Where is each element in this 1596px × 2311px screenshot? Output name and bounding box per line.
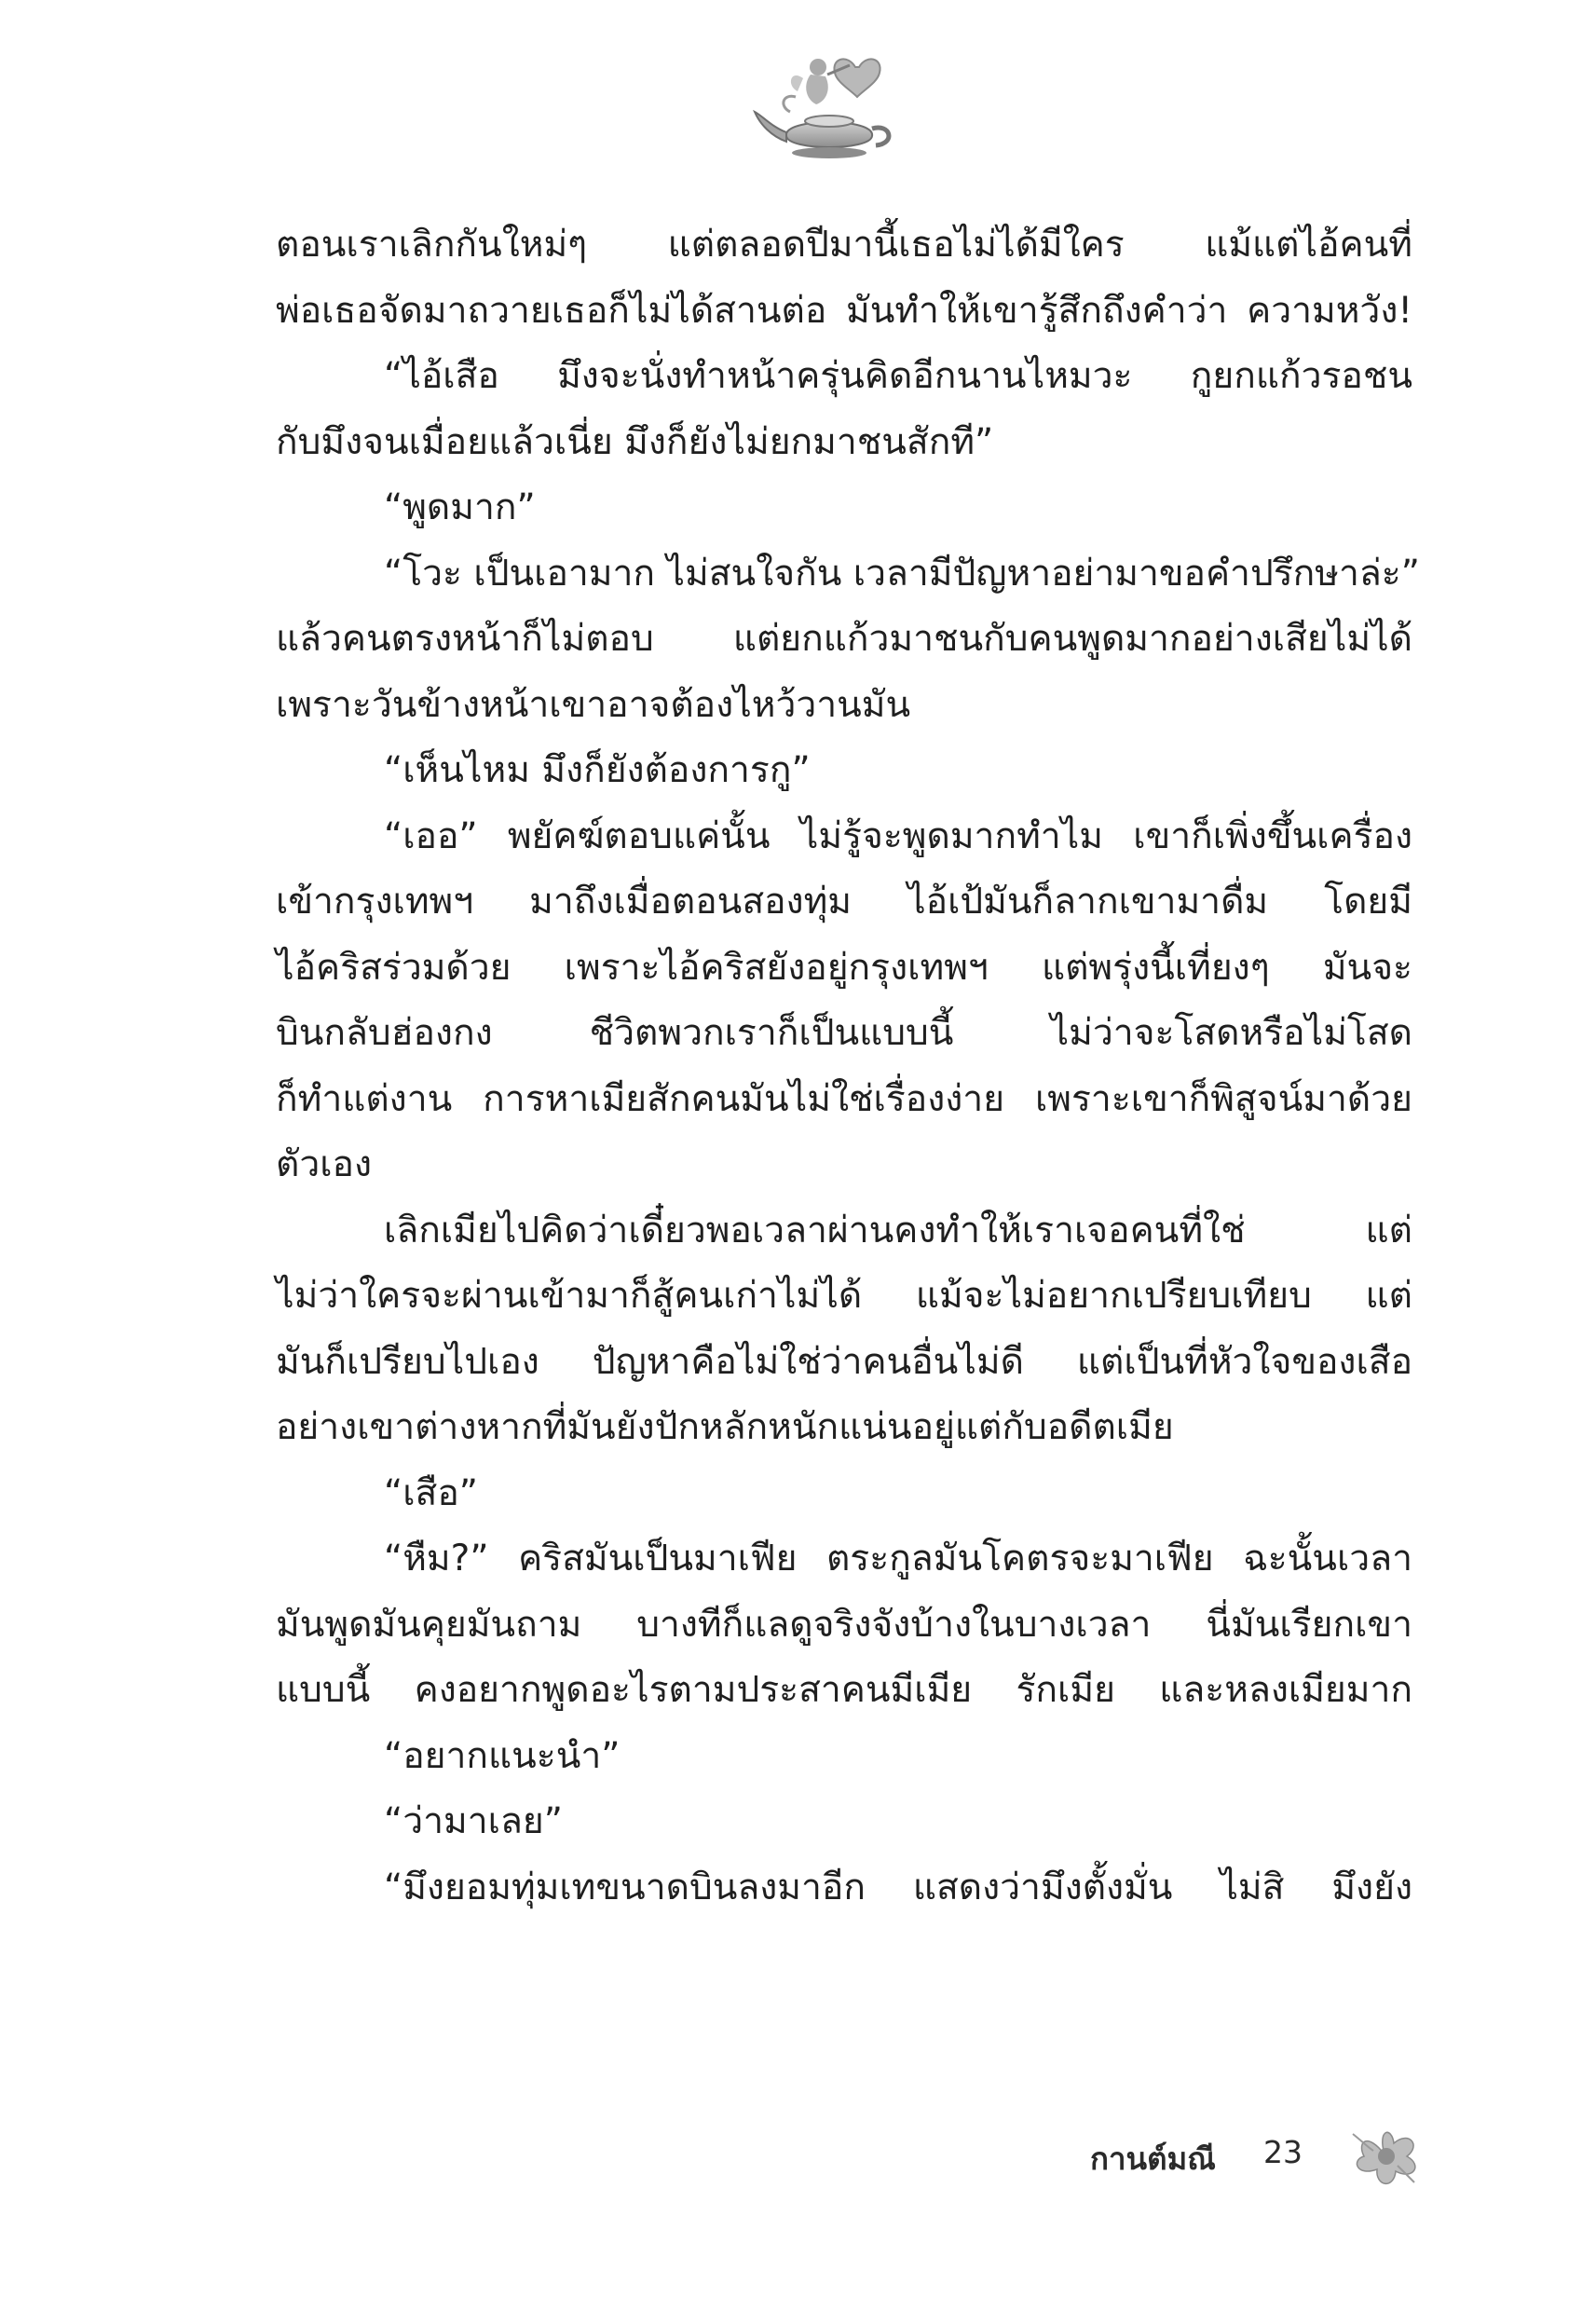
text-line: “ว่ามาเลย”: [384, 1800, 563, 1842]
text-line: “พูดมาก”: [384, 486, 536, 528]
text-line: บินกลับฮ่องกง ชีวิตพวกเราก็เป็นแบบนี้ ไม่ว่าจะโสดหรือไม่โสด: [276, 1012, 1412, 1054]
text-line: “เออ” พยัคฆ์ตอบแค่นั้น ไม่รู้จะพูดมากทำไม เขาก็เพิ่งขึ้นเครื่อง: [384, 814, 1412, 857]
text-line: ไม่ว่าใครจะผ่านเข้ามาก็สู้คนเก่าไม่ได้ แม้จะไม่อยากเปรียบเทียบ แต่: [276, 1275, 1412, 1317]
text-line: อย่างเขาต่างหากที่มันยังปักหลักหนักแน่นอยู่แต่กับอดีตเมีย: [276, 1406, 1174, 1448]
text-line: ก็ทำแต่งาน การหาเมียสักคนมันไม่ใช่เรื่องง่าย เพราะเขาก็พิสูจน์มาด้วย: [276, 1077, 1412, 1120]
teapot-cupid-ornament-icon: [745, 47, 913, 168]
text-line: พ่อเธอจัดมาถวายเธอก็ไม่ได้สานต่อ มันทำให้เขารู้สึกถึงคำว่า ความหวัง!: [276, 289, 1412, 332]
text-line: “อยากแนะนำ”: [384, 1734, 621, 1777]
footer-author-title: กานต์มณี: [1090, 2140, 1216, 2177]
page-number: 23: [1263, 2134, 1303, 2170]
text-line: เข้ากรุงเทพฯ มาถึงเมื่อตอนสองทุ่ม ไอ้เป้มันก็ลากเขามาดื่ม โดยมี: [276, 881, 1412, 923]
text-line: เลิกเมียไปคิดว่าเดี๋ยวพอเวลาผ่านคงทำให้เราเจอคนที่ใช่ แต่: [384, 1209, 1412, 1251]
text-line: แบบนี้ คงอยากพูดอะไรตามประสาคนมีเมีย รักเมีย และหลงเมียมาก: [276, 1669, 1412, 1711]
page-footer: [1090, 2113, 1425, 2197]
text-line: แล้วคนตรงหน้าก็ไม่ตอบ แต่ยกแก้วมาชนกับคนพูดมากอย่างเสียไม่ได้: [276, 618, 1412, 660]
text-line: ไอ้คริสร่วมด้วย เพราะไอ้คริสยังอยู่กรุงเทพฯ แต่พรุ่งนี้เที่ยงๆ มันจะ: [276, 946, 1412, 989]
text-line: “มึงยอมทุ่มเทขนาดบินลงมาอีก แสดงว่ามึงตั้งมั่น ไม่สิ มึงยัง: [384, 1866, 1412, 1908]
flower-ornament-icon: [1340, 2113, 1429, 2197]
body-text: [276, 212, 1420, 1921]
text-line: “โวะ เป็นเอามาก ไม่สนใจกัน เวลามีปัญหาอย่ามาขอคำปรึกษาล่ะ”: [384, 552, 1420, 595]
text-line: “เสือ”: [384, 1471, 478, 1514]
text-line: มันพูดมันคุยมันถาม บางทีก็แลดูจริงจังบ้างในบางเวลา นี่มันเรียกเขา: [276, 1603, 1412, 1646]
text-line: “เห็นไหม มึงก็ยังต้องการกู”: [384, 749, 811, 791]
text-line: ตัวเอง: [276, 1143, 373, 1185]
text-line: “หืม?” คริสมันเป็นมาเฟีย ตระกูลมันโคตรจะมาเฟีย ฉะนั้นเวลา: [384, 1538, 1412, 1579]
text-line: มันก็เปรียบไปเอง ปัญหาคือไม่ใช่ว่าคนอื่นไม่ดี แต่เป็นที่หัวใจของเสือ: [276, 1340, 1412, 1383]
text-line: “ไอ้เสือ มึงจะนั่งทำหน้าครุ่นคิดอีกนานไหมวะ กูยกแก้วรอชน: [384, 355, 1412, 397]
text-line: กับมึงจนเมื่อยแล้วเนี่ย มึงก็ยังไม่ยกมาชนสักที”: [276, 420, 994, 463]
text-line: เพราะวันข้างหน้าเขาอาจต้องไหว้วานมัน: [276, 683, 911, 726]
text-line: ตอนเราเลิกกันใหม่ๆ แต่ตลอดปีมานี้เธอไม่ได้มีใคร แม้แต่ไอ้คนที่: [276, 224, 1412, 266]
